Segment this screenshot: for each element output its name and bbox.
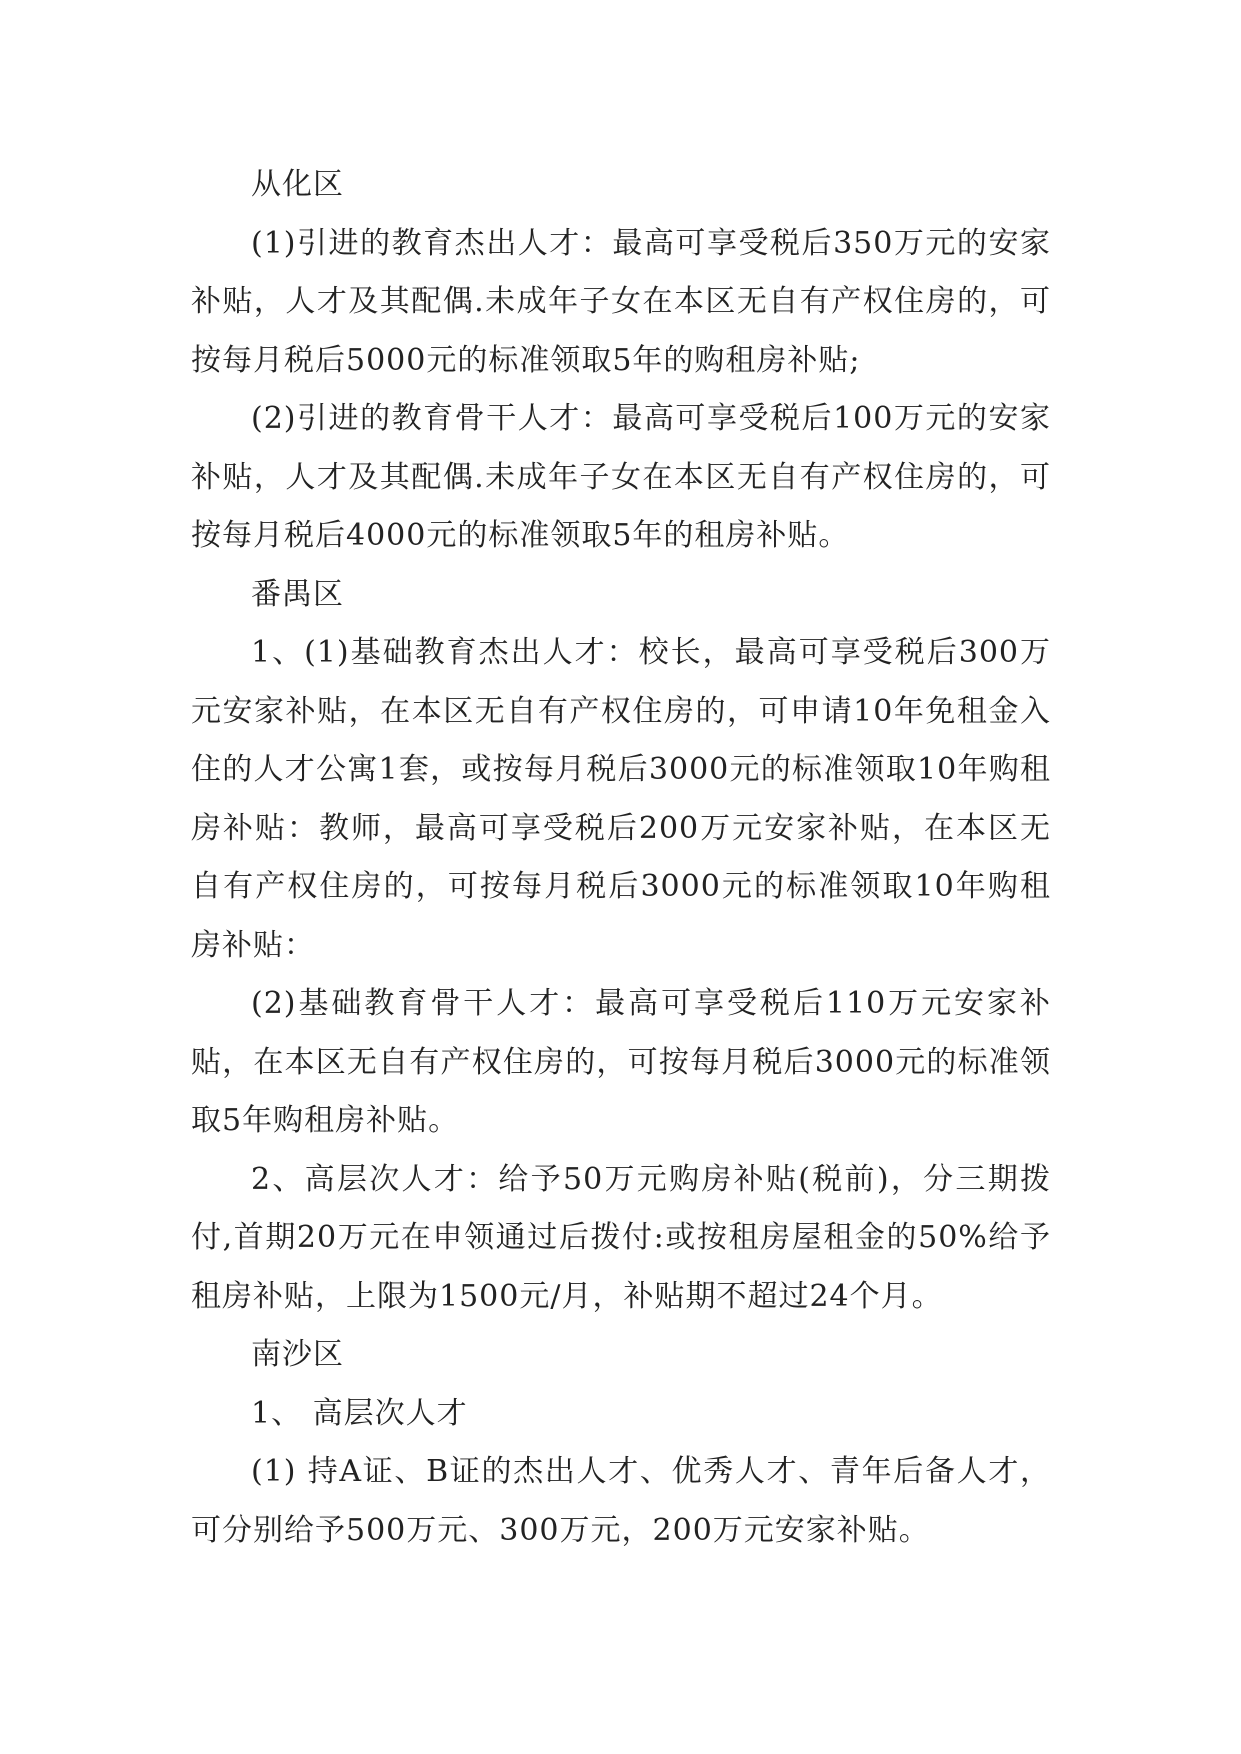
paragraph: (1)引进的教育杰出人才：最高可享受税后350万元的安家补贴，人才及其配偶.未成年子女在本区无自有产权住房的，可按每月税后5000元的标准领取5年的购租房补贴; bbox=[191, 225, 1051, 378]
section-heading-conghua: 从化区 bbox=[251, 167, 344, 202]
paragraph: 2、高层次人才：给予50万元购房补贴(税前)，分三期拨付,首期20万元在申领通过后拨付:或按租房屋租金的50%给予租房补贴，上限为1500元/月，补贴期不超过24个月。 bbox=[191, 1161, 1051, 1314]
paragraph: (2)引进的教育骨干人才：最高可享受税后100万元的安家补贴，人才及其配偶.未成年子女在本区无自有产权住房的，可按每月税后4000元的标准领取5年的租房补贴。 bbox=[191, 401, 1051, 553]
paragraph: (2)基础教育骨干人才：最高可享受税后110万元安家补贴，在本区无自有产权住房的，可按每月税后3000元的标准领取5年购租房补贴。 bbox=[191, 986, 1051, 1138]
paragraph: (1) 持A证、B证的杰出人才、优秀人才、青年后备人才，可分别给予500万元、300万元，200万元安家补贴。 bbox=[191, 1454, 1051, 1548]
paragraph: 1、(1)基础教育杰出人才：校长，最高可享受税后300万元安家补贴，在本区无自有产权住房的，可申请10年免租金入住的人才公寓1套，或按每月税后3000元的标准领取10年购租房补贴：教师，最高可享受税后200万元安家补贴，在本区无自有产权住房的，可按每月税后3000元的标准领取10年购租房补贴： bbox=[191, 635, 1051, 963]
section-heading-nansha: 南沙区 bbox=[251, 1337, 344, 1372]
paragraph: 1、 高层次人才 bbox=[251, 1395, 468, 1431]
document-body bbox=[191, 156, 1051, 1560]
section-heading-panyu: 番禺区 bbox=[251, 576, 344, 612]
